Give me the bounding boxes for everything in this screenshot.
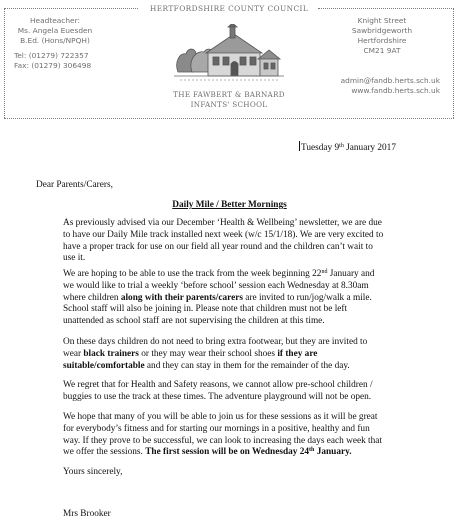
address-line: Knight Street	[357, 16, 407, 25]
letter-date: Tuesday 9th January 2017	[301, 143, 396, 153]
paragraph-4: We regret that for Health and Safety reasons, we cannot allow pre-school children / buggies to use the track at these times. The adventure playground will not be open.	[63, 380, 373, 402]
paragraph-5: We hope that many of you will be able to join us for these sessions as it will be great for everybody’s fitness and for starting our mornings in a positive, healthy and fun way. If they prove to be successful, we can look to increasing the days each week that we offer the sessions. The first session will be on Wednesday 24th January.	[63, 412, 382, 458]
school-name	[154, 90, 304, 110]
text-cursor	[299, 141, 300, 151]
greeting: Dear Parents/Carers,	[36, 180, 113, 190]
address-block	[322, 16, 442, 96]
email-address: admin@fandb.herts.sch.uk	[340, 76, 440, 85]
headteacher-label: Headteacher:	[30, 16, 80, 25]
header-border-bottom	[4, 118, 454, 119]
headteacher-name: Ms. Angela Euesden	[17, 26, 93, 35]
header-border-top-left	[4, 8, 138, 9]
school-building-icon	[174, 24, 284, 86]
headteacher-block	[10, 16, 100, 71]
paragraph-1: As previously advised via our December ‘Health & Wellbeing’ newsletter, we are due to have our Daily Mile track installed next week (w/c 15/1/18). We are very excited to have a proper track for use on our field all year round and the children can’t wait to use it.	[63, 218, 384, 264]
paragraph-3: On these days children do not need to bring extra footwear, but they are invited to wear black trainers or they may wear their school shoes if they are suitable/comfortable and they can stay in them for the remainder of the day.	[63, 337, 368, 371]
paragraph-2: We are hoping to be able to use the track from the week beginning 22nd January and we would like to trial a weekly ‘before school’ session each Wednesday at 8.30am where children along with their parents/carers are invited to run/jog/walk a mile. School staff will also be joining in. Please note that children must not be left unattended as school staff are not supervising the children at this time.	[63, 269, 375, 327]
council-name: HERTFORDSHIRE COUNTY COUNCIL	[149, 4, 309, 13]
header-border-top-right	[318, 8, 454, 9]
address-line: Hertfordshire	[357, 36, 407, 45]
school-name-line2: INFANTS' SCHOOL	[190, 100, 268, 109]
website: www.fandb.herts.sch.uk	[351, 86, 440, 95]
closing: Yours sincerely,	[63, 467, 123, 477]
address-postcode: CM21 9AT	[363, 46, 401, 55]
fax: Fax: (01279) 306498	[14, 61, 92, 70]
header-border-left	[4, 8, 5, 118]
letter-title: Daily Mile / Better Mornings	[172, 200, 287, 210]
signature: Mrs Brooker	[63, 509, 111, 519]
letterhead	[4, 2, 454, 120]
headteacher-qualifications: B.Ed. (Hons/NPQH)	[20, 36, 90, 45]
header-border-right	[453, 8, 454, 118]
telephone: Tel: (01279) 722357	[14, 51, 89, 60]
address-line: Sawbridgeworth	[351, 26, 413, 35]
school-name-line1: THE FAWBERT & BARNARD	[173, 90, 285, 99]
